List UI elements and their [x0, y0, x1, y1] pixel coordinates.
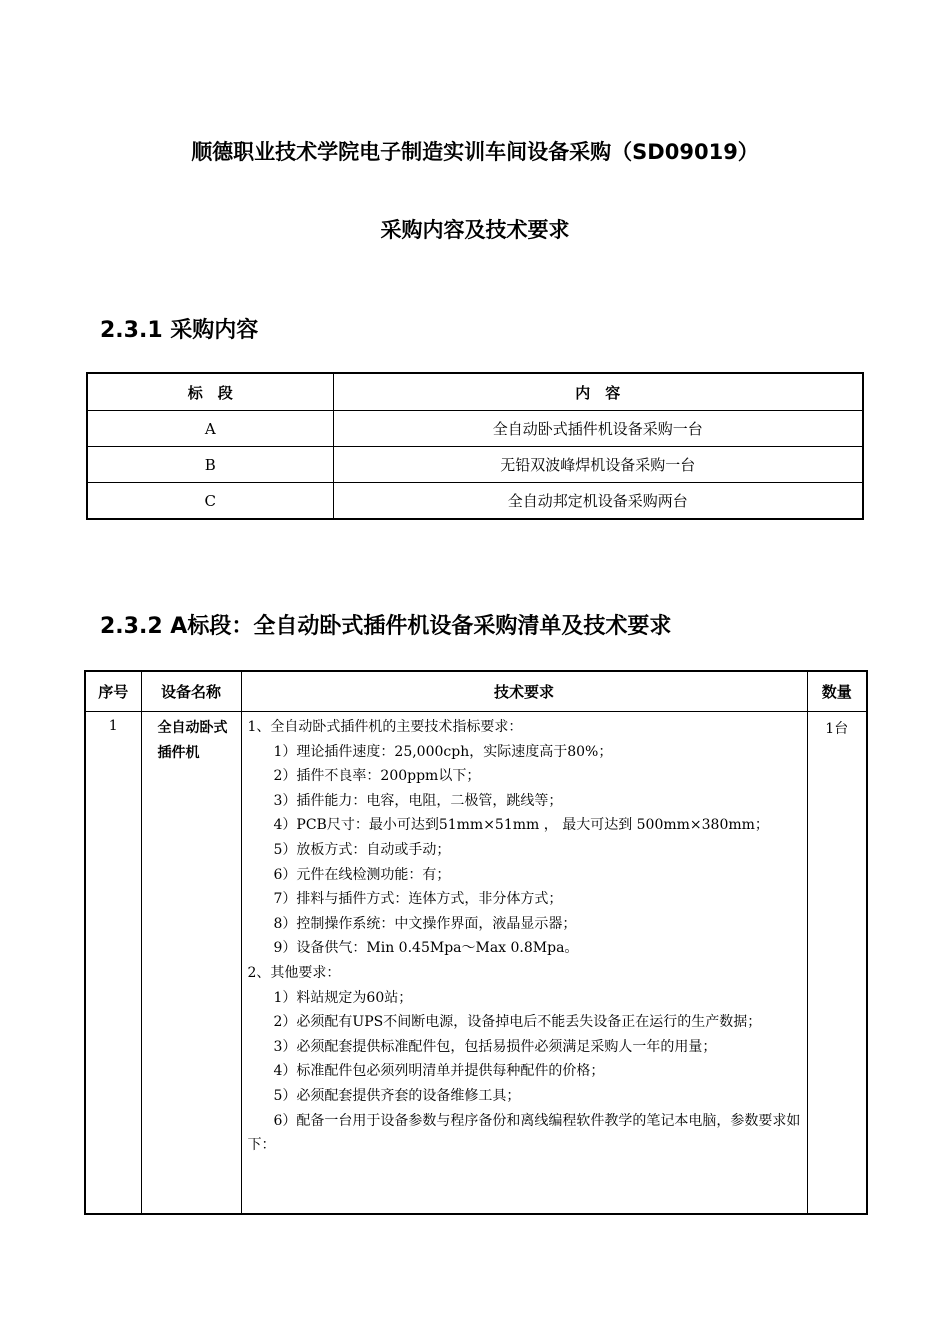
content-cell: 全自动邦定机设备采购两台	[333, 483, 863, 520]
quantity-cell: 1台	[807, 712, 867, 1215]
equipment-requirements-table	[84, 670, 868, 1215]
content-cell: 全自动卧式插件机设备采购一台	[333, 411, 863, 447]
requirement-line: 5）放板方式：自动或手动；	[273, 841, 451, 858]
column-header-quantity: 数量	[807, 671, 867, 712]
requirement-line: 1、全自动卧式插件机的主要技术指标要求：	[247, 719, 523, 735]
content-cell: 无铅双波峰焊机设备采购一台	[333, 447, 863, 483]
table-row	[87, 447, 863, 483]
column-header-no: 序号	[85, 671, 141, 712]
column-header-lot: 标 段	[87, 373, 333, 411]
table-header-row	[85, 671, 867, 712]
requirement-line: 4）标准配件包必须列明清单并提供每种配件的价格；	[273, 1063, 605, 1080]
document-subtitle: 采购内容及技术要求	[380, 218, 570, 242]
document-title: 顺德职业技术学院电子制造实训车间设备采购（SD09019）	[191, 140, 759, 164]
requirement-line: 5）必须配套提供齐套的设备维修工具；	[273, 1087, 521, 1104]
lot-cell: A	[87, 411, 333, 447]
lot-cell: C	[87, 483, 333, 520]
requirement-line: 6）配备一台用于设备参数与程序备份和离线编程软件教学的笔记本电脑，参数要求如下：	[247, 1112, 801, 1154]
requirement-line: 9）设备供气：Min 0.45Mpa～Max 0.8Mpa。	[273, 940, 579, 957]
table-row	[85, 712, 867, 1215]
column-header-requirements: 技术要求	[241, 671, 807, 712]
requirement-line: 2）插件不良率：200ppm以下；	[273, 768, 481, 785]
table-header-row	[87, 373, 863, 411]
requirement-line: 2、其他要求：	[247, 964, 341, 981]
requirements-cell	[241, 712, 807, 1215]
requirement-line: 1）料站规定为60站；	[273, 989, 413, 1006]
lots-table	[86, 372, 864, 520]
row-number-cell: 1	[85, 712, 141, 1215]
requirement-line: 8）控制操作系统：中文操作界面，液晶显示器；	[273, 915, 577, 932]
requirement-line: 6）元件在线检测功能：有；	[273, 866, 451, 883]
table-row	[87, 411, 863, 447]
requirement-line: 3）插件能力：电容，电阻，二极管，跳线等；	[273, 792, 563, 809]
column-header-content: 内 容	[333, 373, 863, 411]
lot-cell: B	[87, 447, 333, 483]
requirement-line: 7）排料与插件方式：连体方式，非分体方式；	[273, 891, 563, 908]
requirement-line: 1）理论插件速度：25,000cph，实际速度高于80%；	[273, 743, 613, 760]
requirement-line: 2）必须配有UPS不间断电源，设备掉电后不能丢失设备正在运行的生产数据；	[273, 1014, 762, 1031]
table-row	[87, 483, 863, 520]
equipment-name-cell: 全自动卧式插件机	[141, 712, 241, 1215]
section-heading-lot-a: 2.3.2 A标段：全自动卧式插件机设备采购清单及技术要求	[100, 614, 672, 639]
requirement-line: 4）PCB尺寸：最小可达到51mm×51mm ， 最大可达到 500mm×380mm；	[273, 817, 769, 834]
column-header-equipment-name: 设备名称	[141, 671, 241, 712]
section-heading-purchase-content: 2.3.1 采购内容	[100, 318, 259, 343]
requirement-line: 3）必须配套提供标准配件包，包括易损件必须满足采购人一年的用量；	[273, 1038, 717, 1055]
